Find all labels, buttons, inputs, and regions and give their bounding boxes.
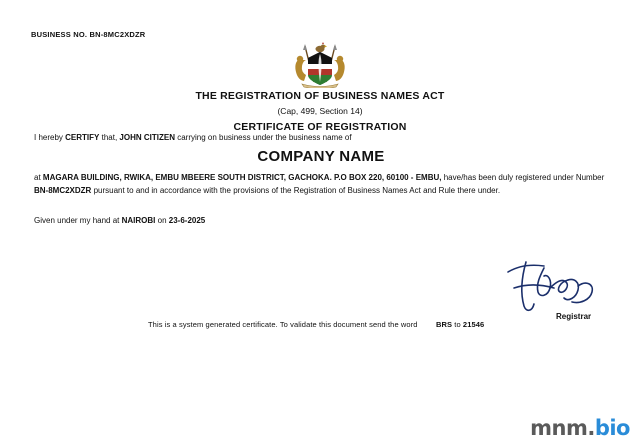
company-name: COMPANY NAME [257,148,385,166]
footer-shortcode: 21546 [462,320,485,329]
given-middle: on [157,216,167,226]
kenya-coat-of-arms-icon [288,42,352,88]
footer-validation-note [148,320,484,329]
registered-prefix: registered under Number [515,173,605,183]
given-prefix: Given under my hand at [34,216,120,226]
business-address: MAGARA BUILDING, RWIKA, EMBU MBEERE SOUTH DISTRICT, GACHOKA. P.O BOX 220, 60100 - EMBU, [42,173,442,183]
hereby-middle: that, [101,133,118,142]
watermark-part-mnm: mnm [530,416,588,440]
hereby-prefix: I hereby [34,133,63,142]
certificate-body [34,133,608,225]
issue-place: NAIROBI [121,216,156,226]
cap-section-line: (Cap, 499, Section 14) [277,106,363,116]
registered-line3: there under. [457,185,501,195]
watermark-part-dot: . [587,416,595,440]
registrar-label: Registrar [556,312,592,321]
act-title: THE REGISTRATION OF BUSINESS NAMES ACT [195,90,445,102]
hereby-suffix: carrying on business under the business name of [177,133,352,142]
footer-keyword: BRS [435,320,453,329]
title-block [0,90,640,133]
registered-suffix: pursuant to and in accordance with the provisions of the Registration of Business Names Act and Rule [93,185,456,195]
person-name: JOHN CITIZEN [119,133,175,142]
footer-note-text: This is a system generated certificate. To validate this document send the word [148,320,418,329]
issue-date: 23-6-2025 [168,216,206,226]
certificate-title: CERTIFICATE OF REGISTRATION [233,121,407,133]
footer-to: to [454,320,461,329]
watermark-part-bio: bio [594,416,630,440]
certify-word: CERTIFY [65,133,100,142]
certify-line [34,133,608,143]
given-under-hand-line [34,216,608,225]
registrar-signature-icon [500,258,604,316]
business-number-value: BN-8MC2XDZR [89,30,146,39]
address-suffix: have/has been duly [443,173,514,183]
business-number-label: BUSINESS NO. [31,30,88,39]
business-number-line [31,30,145,39]
site-watermark [530,416,630,440]
address-paragraph [34,172,608,197]
registration-number: BN-8MC2XDZR [34,185,92,195]
address-prefix: at [34,173,41,183]
